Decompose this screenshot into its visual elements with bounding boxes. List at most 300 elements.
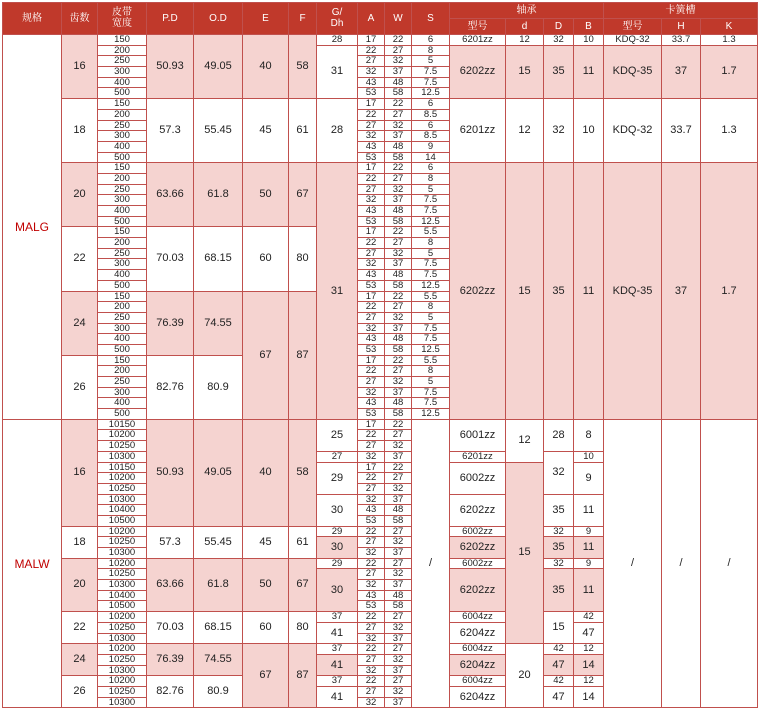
spec-table-body <box>3 35 758 708</box>
a-cell: 32 <box>358 633 385 644</box>
teeth-cell: 22 <box>62 227 98 291</box>
belt-width-cell: 400 <box>98 398 147 409</box>
od-cell: 61.8 <box>194 558 243 611</box>
s-cell: 14 <box>412 152 450 163</box>
teeth-cell: 20 <box>62 163 98 227</box>
bearing-D-cell: 42 <box>574 612 604 623</box>
w-cell: 37 <box>385 195 412 206</box>
w-cell: 27 <box>385 558 412 569</box>
belt-width-cell: 250 <box>98 120 147 131</box>
belt-width-cell: 150 <box>98 35 147 46</box>
header-belt-width: 皮带 宽度 <box>98 3 147 35</box>
bearing-type-cell: 6202zz <box>450 569 506 612</box>
bearing-B-cell: 14 <box>574 686 604 707</box>
pd-cell: 82.76 <box>147 676 194 708</box>
teeth-cell: 24 <box>62 644 98 676</box>
belt-width-cell: 400 <box>98 77 147 88</box>
bearing-type-cell: 6001zz <box>450 419 506 451</box>
a-cell: 22 <box>358 473 385 484</box>
od-cell: 61.8 <box>194 163 243 227</box>
a-cell: 53 <box>358 344 385 355</box>
f-cell: 87 <box>289 644 317 708</box>
w-cell: 37 <box>385 387 412 398</box>
bearing-B-cell: 9 <box>574 558 604 569</box>
bearing-d-cell: 15 <box>544 612 574 644</box>
w-cell: 48 <box>385 398 412 409</box>
a-cell: 22 <box>358 526 385 537</box>
a-cell: 53 <box>358 88 385 99</box>
a-cell: 43 <box>358 505 385 516</box>
header-f: F <box>289 3 317 35</box>
w-cell: 27 <box>385 45 412 56</box>
e-cell: 60 <box>243 227 289 291</box>
a-cell: 32 <box>358 494 385 505</box>
g-cell: 31 <box>317 163 358 420</box>
header-bearing-d: d <box>506 19 544 35</box>
s-cell: 5.5 <box>412 355 450 366</box>
bearing-type-cell: 6004zz <box>450 644 506 655</box>
clip-k-cell: 1.7 <box>701 163 758 420</box>
belt-width-cell: 10400 <box>98 505 147 516</box>
w-cell: 22 <box>385 35 412 46</box>
s-cell: 6 <box>412 120 450 131</box>
belt-width-cell: 400 <box>98 270 147 281</box>
a-cell: 53 <box>358 152 385 163</box>
a-cell: 27 <box>358 569 385 580</box>
belt-width-cell: 10300 <box>98 494 147 505</box>
s-cell: 5 <box>412 377 450 388</box>
g-cell: 28 <box>317 35 358 46</box>
clip-h-cell: 33.7 <box>662 99 701 163</box>
od-cell: 49.05 <box>194 419 243 526</box>
g-cell: 25 <box>317 419 358 451</box>
bearing-D-cell: 32 <box>544 558 574 569</box>
f-cell: 67 <box>289 163 317 227</box>
a-cell: 53 <box>358 601 385 612</box>
e-cell: 45 <box>243 526 289 558</box>
bearing-D-cell: 35 <box>544 537 574 558</box>
bearing-B-cell: 12 <box>574 676 604 687</box>
w-cell: 27 <box>385 366 412 377</box>
belt-width-cell: 10300 <box>98 451 147 462</box>
belt-width-cell: 150 <box>98 163 147 174</box>
a-cell: 22 <box>358 45 385 56</box>
w-cell: 27 <box>385 612 412 623</box>
a-cell: 22 <box>358 238 385 249</box>
belt-width-cell: 150 <box>98 291 147 302</box>
bearing-B-cell: 11 <box>574 569 604 612</box>
belt-width-cell: 10250 <box>98 654 147 665</box>
a-cell: 22 <box>358 430 385 441</box>
bearing-type-cell: 6204zz <box>450 686 506 707</box>
teeth-cell: 24 <box>62 291 98 355</box>
bearing-type-cell: 6201zz <box>450 451 506 462</box>
f-cell: 87 <box>289 291 317 419</box>
a-cell: 32 <box>358 323 385 334</box>
w-cell: 58 <box>385 515 412 526</box>
e-cell: 45 <box>243 99 289 163</box>
a-cell: 32 <box>358 195 385 206</box>
a-cell: 43 <box>358 206 385 217</box>
belt-width-cell: 10300 <box>98 665 147 676</box>
w-cell: 37 <box>385 697 412 708</box>
belt-width-cell: 10200 <box>98 558 147 569</box>
a-cell: 43 <box>358 398 385 409</box>
a-cell: 27 <box>358 622 385 633</box>
e-cell: 50 <box>243 558 289 611</box>
w-cell: 32 <box>385 569 412 580</box>
w-cell: 37 <box>385 494 412 505</box>
bearing-B-cell: 9 <box>574 462 604 494</box>
s-cell: 7.5 <box>412 398 450 409</box>
e-cell: 40 <box>243 419 289 526</box>
s-cell: 5 <box>412 248 450 259</box>
w-cell: 32 <box>385 184 412 195</box>
a-cell: 17 <box>358 35 385 46</box>
w-cell: 48 <box>385 206 412 217</box>
bearing-type-cell: 6002zz <box>450 558 506 569</box>
bearing-B-cell: 8 <box>574 419 604 451</box>
bearing-d-cell: 12 <box>506 35 544 46</box>
bearing-D-cell: 32 <box>544 526 574 537</box>
bearing-B-cell: 10 <box>574 451 604 462</box>
belt-width-cell: 400 <box>98 141 147 152</box>
belt-width-cell: 10250 <box>98 569 147 580</box>
bearing-B-cell: 14 <box>574 654 604 675</box>
od-cell: 55.45 <box>194 99 243 163</box>
bearing-type-cell: 6201zz <box>450 99 506 163</box>
belt-width-cell: 500 <box>98 88 147 99</box>
header-pd: P.D <box>147 3 194 35</box>
od-cell: 55.45 <box>194 526 243 558</box>
belt-width-cell: 200 <box>98 173 147 184</box>
w-cell: 27 <box>385 238 412 249</box>
bearing-B-cell: 11 <box>574 494 604 526</box>
clip-type-cell: KDQ-35 <box>604 163 662 420</box>
belt-width-cell: 300 <box>98 195 147 206</box>
bearing-D-cell: 32 <box>544 451 574 494</box>
teeth-cell: 26 <box>62 355 98 419</box>
a-cell: 17 <box>358 227 385 238</box>
clip-type-cell: KDQ-32 <box>604 35 662 46</box>
a-cell: 17 <box>358 291 385 302</box>
a-cell: 32 <box>358 387 385 398</box>
bearing-D-cell: 35 <box>544 45 574 98</box>
belt-width-cell: 150 <box>98 227 147 238</box>
a-cell: 22 <box>358 173 385 184</box>
a-cell: 22 <box>358 612 385 623</box>
s-cell: 12.5 <box>412 409 450 420</box>
s-cell: 8.5 <box>412 131 450 142</box>
clip-h-cell: 37 <box>662 163 701 420</box>
bearing-D-cell: 35 <box>544 163 574 420</box>
belt-width-cell: 250 <box>98 56 147 67</box>
e-cell: 67 <box>243 644 289 708</box>
bearing-B-cell: 11 <box>574 163 604 420</box>
s-cell: 5 <box>412 312 450 323</box>
clip-h-cell: 37 <box>662 45 701 98</box>
belt-width-cell: 10500 <box>98 601 147 612</box>
teeth-cell: 16 <box>62 419 98 526</box>
belt-width-cell: 300 <box>98 67 147 78</box>
belt-width-cell: 10300 <box>98 633 147 644</box>
a-cell: 43 <box>358 270 385 281</box>
w-cell: 37 <box>385 580 412 591</box>
clip-k-cell: 1.7 <box>701 45 758 98</box>
bearing-d-cell: 12 <box>506 99 544 163</box>
teeth-cell: 18 <box>62 526 98 558</box>
a-cell: 32 <box>358 131 385 142</box>
belt-width-cell: 10400 <box>98 590 147 601</box>
belt-width-cell: 10200 <box>98 473 147 484</box>
bearing-type-cell: 6002zz <box>450 526 506 537</box>
belt-width-cell: 10200 <box>98 612 147 623</box>
a-cell: 22 <box>358 676 385 687</box>
bearing-type-cell: 6202zz <box>450 45 506 98</box>
belt-width-cell: 200 <box>98 366 147 377</box>
bearing-D-cell: 47 <box>574 622 604 643</box>
bearing-type-cell: 6202zz <box>450 494 506 526</box>
belt-width-cell: 10200 <box>98 526 147 537</box>
bearing-D-cell: 35 <box>544 494 574 526</box>
a-cell: 32 <box>358 697 385 708</box>
belt-width-cell: 200 <box>98 302 147 313</box>
belt-width-cell: 300 <box>98 323 147 334</box>
w-cell: 32 <box>385 377 412 388</box>
pd-cell: 63.66 <box>147 558 194 611</box>
pd-cell: 76.39 <box>147 291 194 355</box>
belt-width-cell: 10200 <box>98 430 147 441</box>
s-cell: 8 <box>412 238 450 249</box>
a-cell: 27 <box>358 654 385 665</box>
w-cell: 58 <box>385 88 412 99</box>
w-cell: 27 <box>385 173 412 184</box>
clip-k-cell: 1.3 <box>701 35 758 46</box>
pd-cell: 57.3 <box>147 526 194 558</box>
g-cell: 30 <box>317 569 358 612</box>
w-cell: 32 <box>385 312 412 323</box>
belt-width-cell: 400 <box>98 334 147 345</box>
w-cell: 22 <box>385 291 412 302</box>
model-cell: MALW <box>3 419 62 708</box>
belt-width-cell: 200 <box>98 109 147 120</box>
w-cell: 32 <box>385 686 412 697</box>
e-cell: 67 <box>243 291 289 419</box>
w-cell: 32 <box>385 56 412 67</box>
w-cell: 32 <box>385 248 412 259</box>
w-cell: 58 <box>385 344 412 355</box>
bearing-d-cell: 20 <box>506 644 544 708</box>
w-cell: 48 <box>385 77 412 88</box>
a-cell: 32 <box>358 67 385 78</box>
g-cell: 31 <box>317 45 358 98</box>
a-cell: 17 <box>358 99 385 110</box>
g-cell: 29 <box>317 558 358 569</box>
w-cell: 27 <box>385 676 412 687</box>
pd-cell: 70.03 <box>147 612 194 644</box>
header-a: A <box>358 3 385 35</box>
a-cell: 27 <box>358 441 385 452</box>
clip-k-cell: / <box>701 419 758 708</box>
a-cell: 32 <box>358 259 385 270</box>
belt-width-cell: 250 <box>98 184 147 195</box>
od-cell: 68.15 <box>194 227 243 291</box>
belt-width-cell: 500 <box>98 216 147 227</box>
belt-width-cell: 10150 <box>98 462 147 473</box>
s-cell: 8 <box>412 45 450 56</box>
s-cell: 8 <box>412 366 450 377</box>
bearing-D-cell: 35 <box>544 569 574 612</box>
f-cell: 58 <box>289 419 317 526</box>
g-cell: 29 <box>317 462 358 494</box>
bearing-type-cell: 6202zz <box>450 163 506 420</box>
s-cell: 7.5 <box>412 195 450 206</box>
clip-type-cell: KDQ-35 <box>604 45 662 98</box>
a-cell: 22 <box>358 302 385 313</box>
belt-width-cell: 150 <box>98 99 147 110</box>
a-cell: 32 <box>358 451 385 462</box>
header-g: G/ Dh <box>317 3 358 35</box>
belt-width-cell: 10250 <box>98 622 147 633</box>
s-cell: / <box>412 419 450 708</box>
clip-k-cell: 1.3 <box>701 99 758 163</box>
w-cell: 58 <box>385 280 412 291</box>
g-cell: 30 <box>317 537 358 558</box>
a-cell: 22 <box>358 109 385 120</box>
w-cell: 27 <box>385 302 412 313</box>
bearing-D-cell: 42 <box>544 644 574 655</box>
s-cell: 7.5 <box>412 323 450 334</box>
header-od: O.D <box>194 3 243 35</box>
w-cell: 48 <box>385 270 412 281</box>
bearing-d-cell: 15 <box>506 45 544 98</box>
s-cell: 6 <box>412 163 450 174</box>
bearing-d-cell: 15 <box>506 163 544 420</box>
header-bearing: 轴承 <box>450 3 604 19</box>
belt-width-cell: 300 <box>98 131 147 142</box>
s-cell: 7.5 <box>412 270 450 281</box>
a-cell: 27 <box>358 312 385 323</box>
bearing-B-cell: 9 <box>574 526 604 537</box>
a-cell: 43 <box>358 141 385 152</box>
w-cell: 37 <box>385 665 412 676</box>
f-cell: 67 <box>289 558 317 611</box>
w-cell: 32 <box>385 120 412 131</box>
g-cell: 41 <box>317 686 358 707</box>
od-cell: 80.9 <box>194 355 243 419</box>
belt-width-cell: 200 <box>98 238 147 249</box>
belt-width-cell: 10300 <box>98 548 147 559</box>
bearing-B-cell: 11 <box>574 45 604 98</box>
g-cell: 37 <box>317 612 358 623</box>
belt-width-cell: 500 <box>98 344 147 355</box>
clip-type-cell: KDQ-32 <box>604 99 662 163</box>
w-cell: 27 <box>385 526 412 537</box>
od-cell: 74.55 <box>194 644 243 676</box>
a-cell: 17 <box>358 163 385 174</box>
header-teeth: 齿数 <box>62 3 98 35</box>
belt-width-cell: 200 <box>98 45 147 56</box>
bearing-type-cell: 6204zz <box>450 654 506 675</box>
clip-h-cell: / <box>662 419 701 708</box>
f-cell: 80 <box>289 227 317 291</box>
w-cell: 22 <box>385 355 412 366</box>
table-row <box>3 163 758 174</box>
teeth-cell: 26 <box>62 676 98 708</box>
a-cell: 22 <box>358 644 385 655</box>
a-cell: 53 <box>358 409 385 420</box>
od-cell: 49.05 <box>194 35 243 99</box>
w-cell: 32 <box>385 441 412 452</box>
belt-width-cell: 500 <box>98 409 147 420</box>
pd-cell: 82.76 <box>147 355 194 419</box>
s-cell: 7.5 <box>412 77 450 88</box>
header-clip-type: 型号 <box>604 19 662 35</box>
a-cell: 27 <box>358 120 385 131</box>
w-cell: 58 <box>385 601 412 612</box>
belt-width-cell: 10250 <box>98 441 147 452</box>
w-cell: 22 <box>385 462 412 473</box>
pd-cell: 70.03 <box>147 227 194 291</box>
w-cell: 48 <box>385 334 412 345</box>
bearing-D-cell: 47 <box>544 686 574 707</box>
w-cell: 37 <box>385 131 412 142</box>
s-cell: 6 <box>412 99 450 110</box>
a-cell: 43 <box>358 334 385 345</box>
w-cell: 22 <box>385 419 412 430</box>
s-cell: 9 <box>412 141 450 152</box>
table-row <box>3 99 758 110</box>
s-cell: 12.5 <box>412 88 450 99</box>
a-cell: 17 <box>358 419 385 430</box>
belt-width-cell: 10250 <box>98 537 147 548</box>
bearing-B-cell: 10 <box>574 99 604 163</box>
teeth-cell: 18 <box>62 99 98 163</box>
g-cell: 27 <box>317 451 358 462</box>
w-cell: 48 <box>385 141 412 152</box>
a-cell: 53 <box>358 216 385 227</box>
w-cell: 37 <box>385 67 412 78</box>
header-clip-k: K <box>701 19 758 35</box>
g-cell: 37 <box>317 644 358 655</box>
a-cell: 27 <box>358 377 385 388</box>
a-cell: 53 <box>358 280 385 291</box>
header-bearing-type: 型号 <box>450 19 506 35</box>
e-cell: 50 <box>243 163 289 227</box>
bearing-type-cell: 6204zz <box>450 622 506 643</box>
belt-width-cell: 10200 <box>98 676 147 687</box>
belt-width-cell: 150 <box>98 355 147 366</box>
s-cell: 5 <box>412 184 450 195</box>
teeth-cell: 16 <box>62 35 98 99</box>
a-cell: 53 <box>358 515 385 526</box>
a-cell: 27 <box>358 56 385 67</box>
g-cell: 41 <box>317 622 358 643</box>
w-cell: 37 <box>385 323 412 334</box>
a-cell: 32 <box>358 548 385 559</box>
s-cell: 8 <box>412 302 450 313</box>
header-model: 规格 <box>3 3 62 35</box>
s-cell: 7.5 <box>412 206 450 217</box>
bearing-d-cell: 12 <box>506 419 544 462</box>
w-cell: 37 <box>385 259 412 270</box>
f-cell: 61 <box>289 99 317 163</box>
belt-width-cell: 10300 <box>98 580 147 591</box>
clip-h-cell: 33.7 <box>662 35 701 46</box>
w-cell: 32 <box>385 654 412 665</box>
s-cell: 6 <box>412 35 450 46</box>
pd-cell: 57.3 <box>147 99 194 163</box>
